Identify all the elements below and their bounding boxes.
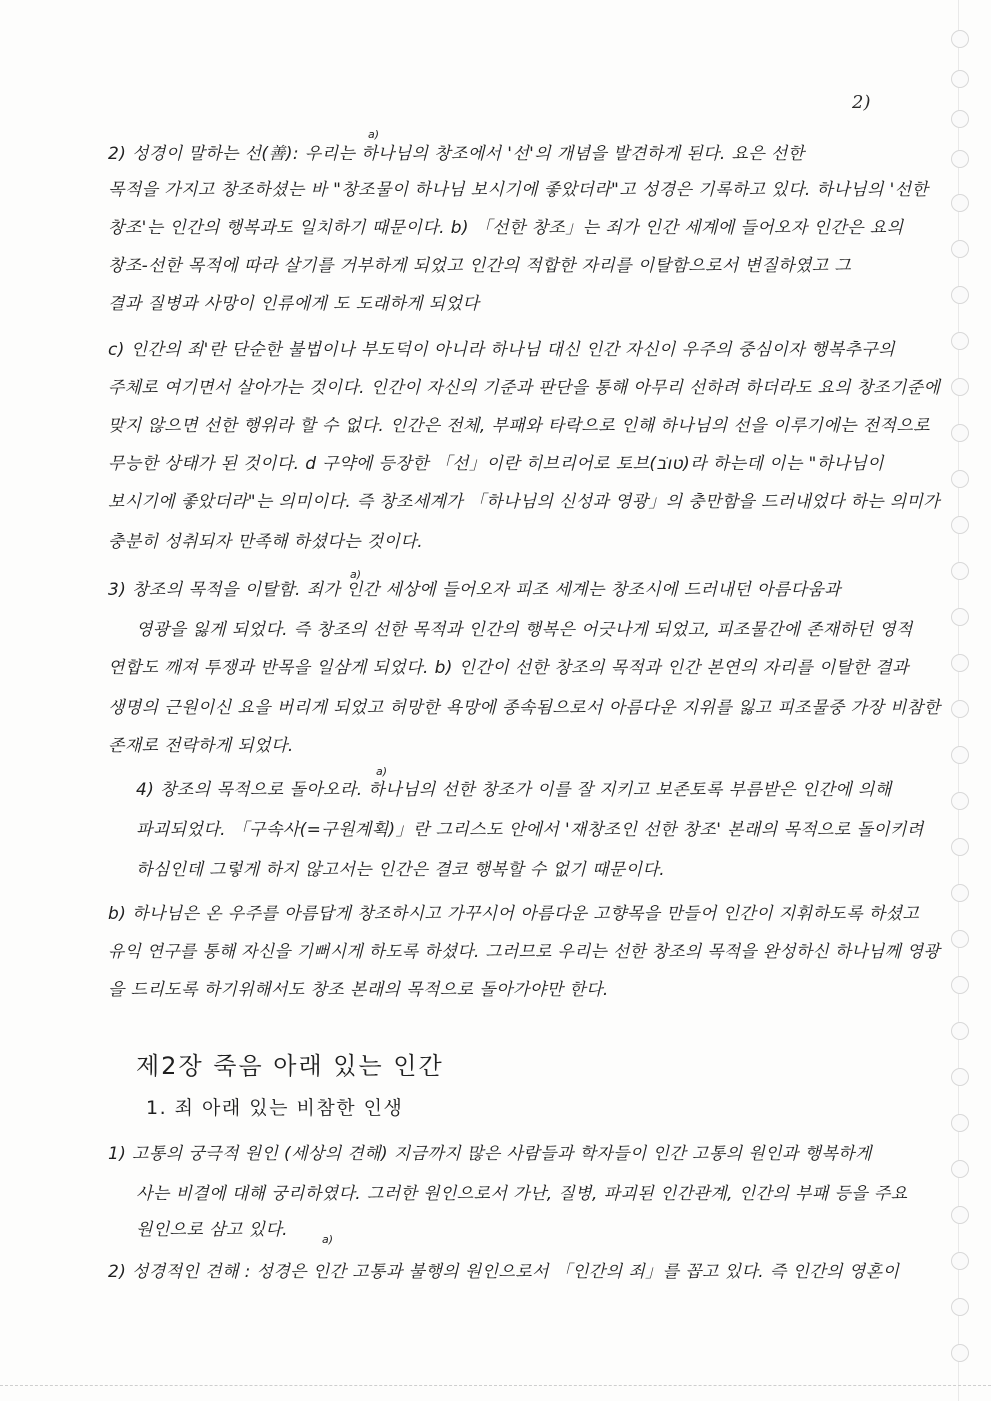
text-line: 을 드리도록 하기위해서도 창조 본래의 목적으로 돌아가야만 한다.	[108, 980, 609, 1000]
binder-holes	[951, 18, 977, 1378]
text-line: 원인으로 삼고 있다.	[136, 1220, 288, 1240]
binder-hole-icon	[951, 110, 969, 128]
binder-hole-icon	[951, 150, 969, 168]
binder-hole-icon	[951, 608, 969, 626]
binder-hole-icon	[951, 884, 969, 902]
text-line: 보시기에 좋았더라"는 의미이다. 즉 창조세계가 「하나님의 신성과 영광」의 충만함을 드러내었다 하는 의미가	[108, 492, 941, 512]
footnote-marker: a)	[376, 765, 388, 778]
binder-hole-icon	[951, 378, 969, 396]
binder-hole-icon	[951, 240, 969, 258]
binder-hole-icon	[951, 1206, 969, 1224]
binder-hole-icon	[951, 976, 969, 994]
binder-hole-icon	[951, 930, 969, 948]
binder-hole-icon	[951, 562, 969, 580]
text-line: 결과 질병과 사망이 인류에게 도 도래하게 되었다	[108, 294, 480, 314]
binder-hole-icon	[951, 332, 969, 350]
text-line: 창조-선한 목적에 따라 살기를 거부하게 되었고 인간의 적합한 자리를 이탈함으로서 변질하였고 그	[108, 256, 852, 276]
page-bottom-edge	[0, 1385, 991, 1387]
text-line: 영광을 잃게 되었다. 즉 창조의 선한 목적과 인간의 행복은 어긋나게 되었고, 피조물간에 존재하던 영적	[136, 620, 913, 640]
binder-hole-icon	[951, 70, 969, 88]
binder-hole-icon	[951, 838, 969, 856]
text-line: 2) 성경적인 견해 : 성경은 인간 고통과 불행의 원인으로서 「인간의 죄」를 꼽고 있다. 즉 인간의 영혼이	[108, 1262, 900, 1282]
binder-hole-icon	[951, 30, 969, 48]
text-line: 충분히 성취되자 만족해 하셨다는 것이다.	[108, 532, 423, 552]
text-line: 3) 창조의 목적을 이탈함. 죄가 인간 세상에 들어오자 피조 세계는 창조시에 드러내던 아름다움과	[108, 580, 841, 600]
text-line: 사는 비결에 대해 궁리하였다. 그러한 원인으로서 가난, 질병, 파괴된 인간관계, 인간의 부패 등을 주요	[136, 1184, 908, 1204]
text-line: 4) 창조의 목적으로 돌아오라. 하나님의 선한 창조가 이를 잘 지키고 보존토록 부름받은 인간에 의해	[136, 780, 892, 800]
text-line: 주체로 여기면서 살아가는 것이다. 인간이 자신의 기준과 판단을 통해 아무리 선하려 하더라도 요의 창조기준에	[108, 378, 941, 398]
binder-hole-icon	[951, 1344, 969, 1362]
binder-hole-icon	[951, 286, 969, 304]
section-heading: 1. 죄 아래 있는 비참한 인생	[146, 1097, 404, 1119]
text-line: 파괴되었다. 「구속사(=구원계획)」란 그리스도 안에서 '재창조인 선한 창조' 본래의 목적으로 돌이키려	[136, 820, 924, 840]
text-line: 목적을 가지고 창조하셨는 바 "창조물이 하나님 보시기에 좋았더라"고 성경은 기록하고 있다. 하나님의 '선한	[108, 180, 929, 200]
text-line: 맞지 않으면 선한 행위라 할 수 없다. 인간은 전체, 부패와 타락으로 인해 하나님의 선을 이루기에는 전적으로	[108, 416, 931, 436]
text-line: 하심인데 그렇게 하지 않고서는 인간은 결코 행복할 수 없기 때문이다.	[136, 860, 666, 880]
chapter-heading: 제2장 죽음 아래 있는 인간	[136, 1052, 444, 1080]
text-line: 생명의 근원이신 요을 버리게 되었고 허망한 욕망에 종속됨으로서 아름다운 지위를 잃고 피조물중 가장 비참한	[108, 698, 941, 718]
binder-hole-icon	[951, 194, 969, 212]
text-line: 창조'는 인간의 행복과도 일치하기 때문이다. b) 「선한 창조」는 죄가 인간 세계에 들어오자 인간은 요의	[108, 218, 904, 238]
binder-hole-icon	[951, 424, 969, 442]
page-number: 2)	[852, 92, 871, 113]
binder-hole-icon	[951, 700, 969, 718]
binder-hole-icon	[951, 1298, 969, 1316]
text-line: 연합도 깨져 투쟁과 반목을 일삼게 되었다. b) 인간이 선한 창조의 목적과 인간 본연의 자리를 이탈한 결과	[108, 658, 909, 678]
binder-hole-icon	[951, 1068, 969, 1086]
binder-hole-icon	[951, 654, 969, 672]
text-line: 1) 고통의 궁극적 원인 (세상의 견해) 지금까지 많은 사람들과 학자들이 인간 고통의 원인과 행복하게	[108, 1144, 872, 1164]
binder-hole-icon	[951, 1252, 969, 1270]
footnote-marker: a)	[322, 1233, 334, 1246]
binder-hole-icon	[951, 792, 969, 810]
text-line: 무능한 상태가 된 것이다. d 구약에 등장한 「선」이란 히브리어로 토브(טוֹב)라 하는데 이는 "하나님이	[108, 454, 885, 474]
text-line: 유익 연구를 통해 자신을 기뻐시게 하도록 하셨다. 그러므로 우리는 선한 창조의 목적을 완성하신 하나님께 영광	[108, 942, 941, 962]
text-line: 2) 성경이 말하는 선(善): 우리는 하나님의 창조에서 '선'의 개념을 발견하게 된다. 요은 선한	[108, 144, 805, 164]
binder-hole-icon	[951, 1160, 969, 1178]
binder-hole-icon	[951, 1022, 969, 1040]
text-line: b) 하나님은 온 우주를 아름답게 창조하시고 가꾸시어 아름다운 고향목을 만들어 인간이 지휘하도록 하셨고	[108, 904, 920, 924]
binder-hole-icon	[951, 1114, 969, 1132]
text-line: 존재로 전락하게 되었다.	[108, 736, 294, 756]
binder-hole-icon	[951, 516, 969, 534]
binder-hole-icon	[951, 746, 969, 764]
binder-hole-icon	[951, 470, 969, 488]
footnote-marker: a)	[350, 568, 362, 581]
text-line: c) 인간의 죄'란 단순한 불법이나 부도덕이 아니라 하나님 대신 인간 자신이 우주의 중심이자 행복추구의	[108, 340, 896, 360]
footnote-marker: a)	[368, 128, 380, 141]
